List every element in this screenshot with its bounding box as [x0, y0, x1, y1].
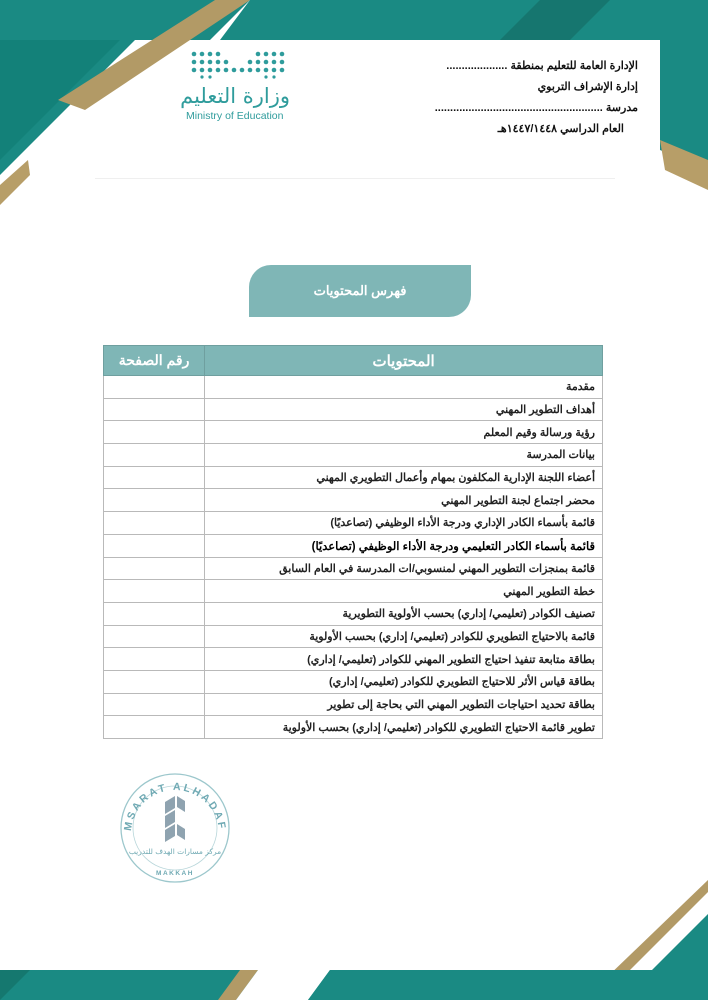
toc-row-label: بطاقة متابعة تنفيذ احتياج التطوير المهني للكوادر (تعليمي/ إداري) — [205, 648, 603, 671]
toc-row — [104, 625, 603, 648]
toc-body — [104, 376, 603, 739]
footer-band — [0, 970, 708, 1000]
toc-row — [104, 376, 603, 399]
toc-row-page — [104, 648, 205, 671]
toc-header-row — [104, 346, 603, 376]
toc-row — [104, 670, 603, 693]
toc-row-label: خطة التطوير المهني — [205, 580, 603, 603]
header-info — [338, 56, 638, 140]
toc-row — [104, 716, 603, 739]
toc-row-page — [104, 625, 205, 648]
toc-row-page — [104, 421, 205, 444]
toc-row-label: مقدمة — [205, 376, 603, 399]
ministry-logo — [180, 48, 290, 126]
toc-table — [103, 345, 603, 739]
toc-row-page — [104, 398, 205, 421]
toc-row — [104, 557, 603, 580]
toc-row — [104, 648, 603, 671]
toc-row-page — [104, 580, 205, 603]
toc-col-content: المحتويات — [205, 346, 603, 376]
toc-row-label: أعضاء اللجنة الإدارية المكلفون بمهام وأعمال التطويري المهني — [205, 466, 603, 489]
toc-title: فهرس المحتويات — [249, 265, 471, 317]
toc-row — [104, 602, 603, 625]
training-center-stamp — [113, 772, 237, 884]
toc-row — [104, 421, 603, 444]
toc-row — [104, 580, 603, 603]
school-line: مدرسة ....................................................... — [434, 102, 638, 114]
toc-row — [104, 466, 603, 489]
toc-row-page — [104, 716, 205, 739]
header-divider — [95, 178, 615, 179]
toc-row-page — [104, 466, 205, 489]
toc-row-label: أهداف التطوير المهني — [205, 398, 603, 421]
toc-row-label: قائمة بالاحتياج التطويري للكوادر (تعليمي/ إداري) بحسب الأولوية — [205, 625, 603, 648]
toc-row-page — [104, 534, 205, 557]
toc-row-label: تطوير قائمة الاحتياج التطويري للكوادر (تعليمي/ إداري) بحسب الأولوية — [205, 716, 603, 739]
stamp-middle-text: مركز مسارات الهدف للتدريب — [128, 847, 222, 856]
toc-row-label: محضر اجتماع لجنة التطوير المهني — [205, 489, 603, 512]
toc-row — [104, 444, 603, 467]
stamp-top-text: MSARAT ALHADAF — [121, 780, 229, 832]
toc-row-label: قائمة بمنجزات التطوير المهني لمنسوبي/ات المدرسة في العام السابق — [205, 557, 603, 580]
toc-row-page — [104, 693, 205, 716]
toc-row-page — [104, 512, 205, 535]
toc-row — [104, 398, 603, 421]
toc-col-page: رقم الصفحة — [104, 346, 205, 376]
toc-row-label: تصنيف الكوادر (تعليمي/ إداري) بحسب الأولوية التطويرية — [205, 602, 603, 625]
toc-row-label: بيانات المدرسة — [205, 444, 603, 467]
toc-row — [104, 512, 603, 535]
logo-arabic-name: وزارة التعليم — [180, 84, 290, 108]
toc-row-label: بطاقة قياس الأثر للاحتياج التطويري للكوادر (تعليمي/ إداري) — [205, 670, 603, 693]
toc-row-page — [104, 602, 205, 625]
logo-english-name: Ministry of Education — [186, 110, 284, 122]
toc-row-page — [104, 489, 205, 512]
year-line: العام الدراسي ١٤٤٧/١٤٤٨هـ — [497, 123, 624, 135]
toc-row — [104, 489, 603, 512]
toc-row-page — [104, 444, 205, 467]
toc-row-label: قائمة بأسماء الكادر الإداري ودرجة الأداء الوظيفي (تصاعديًا) — [205, 512, 603, 535]
toc-row — [104, 534, 603, 557]
toc-row-label: قائمة بأسماء الكادر التعليمي ودرجة الأداء الوظيفي (تصاعديًا) — [205, 534, 603, 557]
toc-row-page — [104, 376, 205, 399]
toc-row-page — [104, 557, 205, 580]
stamp-bottom-text: MAKKAH — [156, 870, 194, 877]
toc-row-page — [104, 670, 205, 693]
toc-row-label: بطاقة تحديد احتياجات التطوير المهني التي بحاجة إلى تطوير — [205, 693, 603, 716]
admin-line: الإدارة العامة للتعليم بمنطقة .................... — [446, 60, 638, 72]
toc-row-label: رؤية ورسالة وقيم المعلم — [205, 421, 603, 444]
logo-dots-icon — [188, 48, 288, 80]
corner-decoration — [560, 880, 708, 980]
supervision-line: إدارة الإشراف التربوي — [537, 81, 638, 93]
toc-row — [104, 693, 603, 716]
